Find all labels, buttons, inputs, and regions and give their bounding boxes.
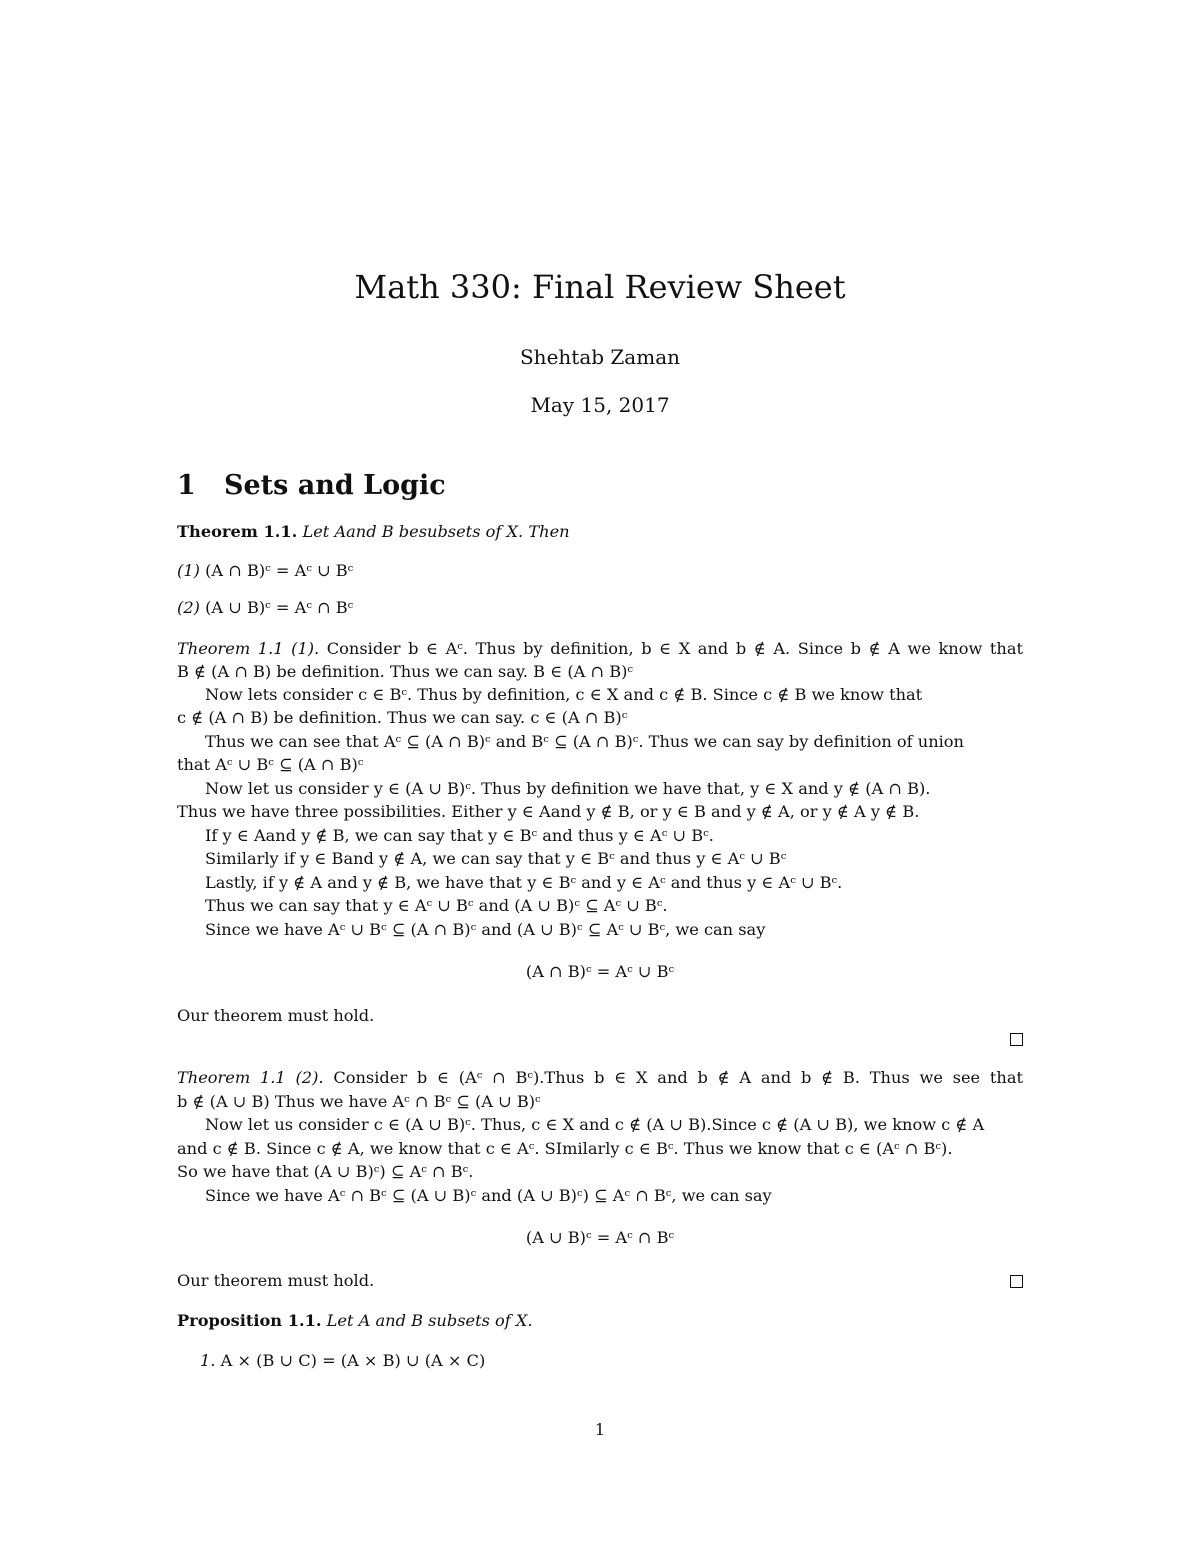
theorem-text: Let Aand B besubsets of X. Then [302,522,570,541]
proof-line: Similarly if y ∈ Band y ∉ A, we can say that y ∈ Bᶜ and thus y ∈ Aᶜ ∪ Bᶜ [205,849,787,868]
qed-symbol [1010,1275,1023,1288]
proof-line: Now let us consider y ∈ (A ∪ B)ᶜ. Thus by definition we have that, y ∈ X and y ∉ (A ∩ B). [205,779,931,798]
paper-date: May 15, 2017 [530,393,670,417]
item-formula: (A ∪ B)ᶜ = Aᶜ ∩ Bᶜ [205,598,354,617]
item-number: 1. [200,1351,216,1370]
proposition-item-1 [200,1350,485,1372]
proof-conclusion: Our theorem must hold. [177,1006,375,1025]
item-formula: (A ∩ B)ᶜ = Aᶜ ∪ Bᶜ [205,561,354,580]
proof-heading: Theorem 1.1 (2). [177,1068,324,1087]
proof-line [177,638,1023,660]
proof-heading: Theorem 1.1 (1). [177,639,320,658]
proof-line: b ∉ (A ∪ B) Thus we have Aᶜ ∩ Bᶜ ⊆ (A ∪ B)ᶜ [177,1092,541,1111]
theorem-item-1 [177,560,353,582]
proof-line: B ∉ (A ∩ B) be definition. Thus we can say. B ∈ (A ∩ B)ᶜ [177,662,634,681]
proof-line: Thus we have three possibilities. Either y ∈ Aand y ∉ B, or y ∈ B and y ∉ A, or y ∉ A y ∉ B. [177,802,920,821]
item-number: (2) [177,598,200,617]
theorem-label: Theorem 1.1. [177,522,298,541]
proof-line: that Aᶜ ∪ Bᶜ ⊆ (A ∩ B)ᶜ [177,755,364,774]
item-number: (1) [177,561,200,580]
proof-line: If y ∈ Aand y ∉ B, we can say that y ∈ Bᶜ and thus y ∈ Aᶜ ∪ Bᶜ. [205,826,714,845]
section-number: 1 [177,470,196,501]
proof-line: So we have that (A ∪ B)ᶜ) ⊆ Aᶜ ∩ Bᶜ. [177,1162,474,1181]
proof-line: Thus we can say that y ∈ Aᶜ ∪ Bᶜ and (A ∪ B)ᶜ ⊆ Aᶜ ∪ Bᶜ. [205,896,668,915]
proof-line: Now let us consider c ∈ (A ∪ B)ᶜ. Thus, c ∈ X and c ∉ (A ∪ B).Since c ∉ (A ∪ B), we know c ∉ A [205,1115,985,1134]
proof-text: Consider b ∈ Aᶜ. Thus by definition, b ∈ X and b ∉ A. Since b ∉ A we know that [326,639,1023,658]
proof-line [177,1067,1023,1089]
proof-line: Thus we can see that Aᶜ ⊆ (A ∩ B)ᶜ and Bᶜ ⊆ (A ∩ B)ᶜ. Thus we can say by definition of union [205,732,964,751]
proof-line: Since we have Aᶜ ∪ Bᶜ ⊆ (A ∩ B)ᶜ and (A ∪ B)ᶜ ⊆ Aᶜ ∪ Bᶜ, we can say [205,920,766,939]
section-heading [177,470,446,501]
proof-conclusion: Our theorem must hold. [177,1271,375,1290]
author-name: Shehtab Zaman [519,345,680,369]
theorem-item-2 [177,597,353,619]
qed-symbol [1010,1033,1023,1046]
proof-line: and c ∉ B. Since c ∉ A, we know that c ∈ Aᶜ. SImilarly c ∈ Bᶜ. Thus we know that c ∈ (Aᶜ ∩ Bᶜ). [177,1139,953,1158]
proposition-label: Proposition 1.1. [177,1311,322,1330]
display-equation: (A ∩ B)ᶜ = Aᶜ ∪ Bᶜ [525,962,675,981]
item-formula: A × (B ∪ C) = (A × B) ∪ (A × C) [220,1351,486,1370]
paper-title: Math 330: Final Review Sheet [354,268,846,306]
proof-line: c ∉ (A ∩ B) be definition. Thus we can say. c ∈ (A ∩ B)ᶜ [177,708,628,727]
proof-text: Consider b ∈ (Aᶜ ∩ Bᶜ).Thus b ∈ X and b ∉ A and b ∉ B. Thus we see that [333,1068,1023,1087]
proposition-text: Let A and B subsets of X. [326,1311,533,1330]
page-number: 1 [594,1420,606,1439]
display-equation: (A ∪ B)ᶜ = Aᶜ ∩ Bᶜ [525,1228,675,1247]
theorem-statement [177,521,570,543]
proposition-statement [177,1310,533,1332]
proof-line: Since we have Aᶜ ∩ Bᶜ ⊆ (A ∪ B)ᶜ and (A ∪ B)ᶜ) ⊆ Aᶜ ∩ Bᶜ, we can say [205,1186,772,1205]
proof-line: Lastly, if y ∉ A and y ∉ B, we have that y ∈ Bᶜ and y ∈ Aᶜ and thus y ∈ Aᶜ ∪ Bᶜ. [205,873,843,892]
section-title: Sets and Logic [224,470,446,501]
proof-line: Now lets consider c ∈ Bᶜ. Thus by definition, c ∈ X and c ∉ B. Since c ∉ B we know that [205,685,923,704]
